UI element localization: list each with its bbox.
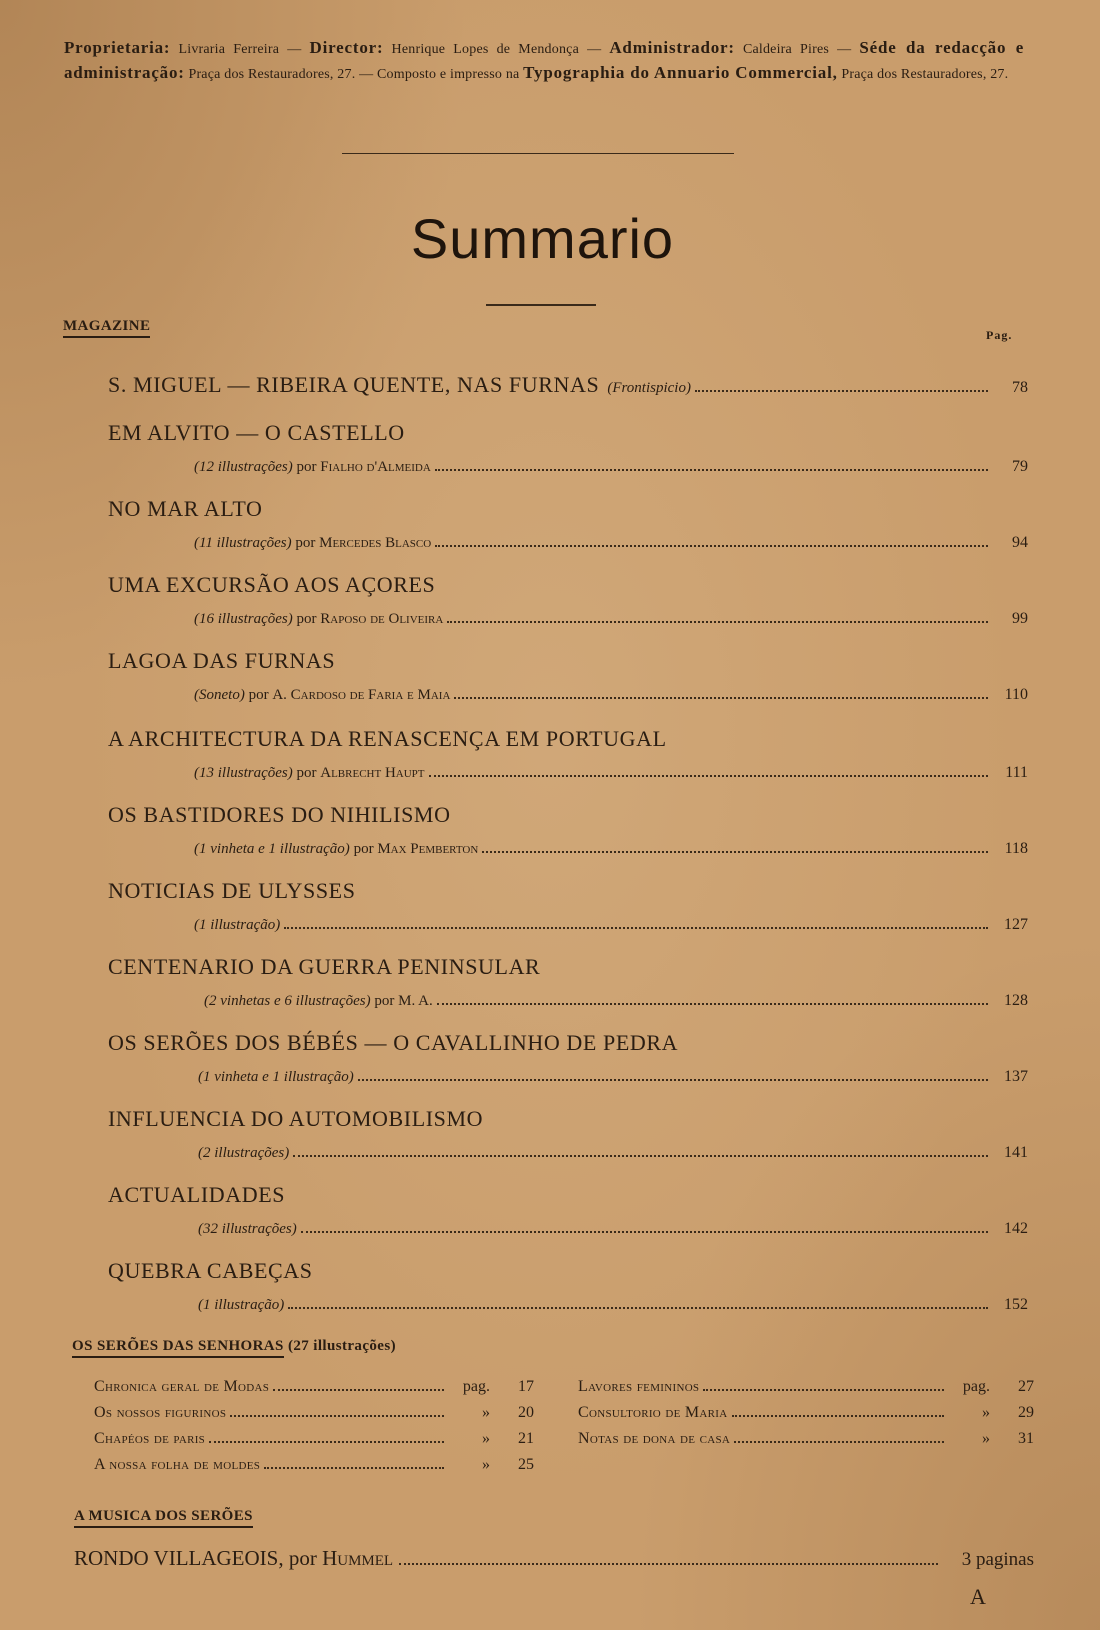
senhoras-item[interactable]	[94, 1374, 534, 1400]
entry-title: ACTUALIDADES	[108, 1182, 286, 1207]
entry-title: LAGOA DAS FURNAS	[108, 648, 336, 673]
senhoras-item-unit: »	[982, 1404, 990, 1421]
entry-desc: (Soneto)	[194, 687, 245, 703]
entry-desc: (1 vinheta e 1 illustração)	[198, 1069, 354, 1085]
entry-title: NOTICIAS DE ULYSSES	[108, 878, 356, 903]
entry-page: 141	[1004, 1144, 1028, 1161]
dot-leader	[447, 621, 988, 623]
dot-leader	[284, 927, 988, 929]
senhoras-item-page: 31	[1018, 1430, 1034, 1447]
entry-by: por	[295, 535, 316, 551]
entry-title: UMA EXCURSÃO AOS AÇORES	[108, 572, 436, 597]
magazine-heading	[63, 318, 150, 335]
entry-by: por	[353, 841, 374, 857]
senhoras-item-page: 17	[518, 1378, 534, 1395]
toc-entry[interactable]	[108, 494, 1028, 556]
senhoras-item[interactable]	[94, 1452, 534, 1478]
entry-page: 99	[1012, 610, 1028, 627]
dot-leader	[454, 697, 988, 699]
entry-page: 142	[1004, 1220, 1028, 1237]
senhoras-list	[94, 1374, 1034, 1478]
toc-entry[interactable]	[108, 724, 1028, 786]
dot-leader	[230, 1415, 444, 1417]
senhoras-item-unit: »	[482, 1404, 490, 1421]
toc-entry[interactable]	[108, 952, 1028, 1014]
entry-desc: (16 illustrações)	[194, 611, 293, 627]
dot-leader	[437, 1003, 988, 1005]
entry-author: Raposo de Oliveira	[320, 611, 444, 627]
entry-desc: (1 vinheta e 1 illustração)	[194, 841, 350, 857]
proprietaria-value: Livraria Ferreira —	[178, 42, 302, 57]
senhoras-item[interactable]	[578, 1400, 1034, 1426]
musica-heading-text: A MUSICA DOS SERÕES	[74, 1508, 253, 1528]
senhoras-item-page: 27	[1018, 1378, 1034, 1395]
entry-page: 137	[1004, 1068, 1028, 1085]
musica-heading	[74, 1508, 253, 1525]
senhoras-item[interactable]	[94, 1426, 534, 1452]
senhoras-item-page: 29	[1018, 1404, 1034, 1421]
toc-entry[interactable]	[108, 646, 1028, 708]
entry-by: por	[248, 687, 269, 703]
senhoras-item-page: 25	[518, 1456, 534, 1473]
dot-leader	[209, 1441, 444, 1443]
dot-leader	[482, 851, 988, 853]
entry-desc: (12 illustrações)	[194, 459, 293, 475]
senhoras-item-label: Notas de dona de casa	[578, 1430, 731, 1447]
toc-entry[interactable]	[108, 418, 1028, 480]
dot-leader	[435, 545, 988, 547]
senhoras-right-column	[578, 1374, 1034, 1478]
toc-entry[interactable]	[108, 1256, 1028, 1318]
dot-leader	[695, 390, 988, 392]
entry-page: 79	[1012, 458, 1028, 475]
masthead-divider	[342, 153, 734, 154]
senhoras-heading-text: OS SERÕES DAS SENHORAS	[72, 1338, 284, 1358]
senhoras-item-page: 21	[518, 1430, 534, 1447]
toc-entry[interactable]	[108, 1180, 1028, 1242]
typographia-value: Praça dos Restauradores, 27.	[841, 67, 1009, 82]
senhoras-heading	[72, 1338, 396, 1355]
entry-title: A ARCHITECTURA DA RENASCENÇA EM PORTUGAL	[108, 726, 667, 751]
dot-leader	[273, 1389, 444, 1391]
entry-author: A. Cardoso de Faria e Maia	[272, 687, 451, 703]
senhoras-item-unit: »	[482, 1456, 490, 1473]
dot-leader	[732, 1415, 944, 1417]
dot-leader	[301, 1231, 988, 1233]
entry-desc: (11 illustrações)	[194, 535, 292, 551]
dot-leader	[734, 1441, 944, 1443]
entry-desc: (13 illustrações)	[194, 765, 293, 781]
musica-entry[interactable]	[74, 1546, 1034, 1571]
sede-label: Séde da redacção e administração:	[64, 38, 1025, 82]
dot-leader	[429, 775, 988, 777]
toc-entry[interactable]	[108, 876, 1028, 938]
entry-desc: (32 illustrações)	[198, 1221, 297, 1237]
senhoras-item-label: Chapéos de paris	[94, 1430, 206, 1447]
entry-desc: (1 illustração)	[198, 1297, 285, 1313]
senhoras-item-unit: pag.	[462, 1378, 490, 1395]
senhoras-item-unit: »	[482, 1430, 490, 1447]
entry-desc: (2 vinhetas e 6 illustrações)	[204, 993, 371, 1009]
toc-entry[interactable]	[108, 1104, 1028, 1166]
entry-page: 110	[1004, 686, 1028, 703]
entry-by: por	[374, 993, 395, 1009]
senhoras-item-label: Chronica geral de Modas	[94, 1378, 270, 1395]
entry-desc: (2 illustrações)	[198, 1145, 290, 1161]
signature-mark: A	[970, 1584, 986, 1609]
entry-title: OS SERÕES DOS BÉBÉS — O CAVALLINHO DE PEDRA	[108, 1030, 679, 1055]
entry-page: 128	[1004, 992, 1028, 1009]
toc-entry[interactable]	[108, 570, 1028, 632]
entry-page: 118	[1004, 840, 1028, 857]
pag-column-label: Pag.	[986, 328, 1013, 342]
senhoras-item-page: 20	[518, 1404, 534, 1421]
entry-title: QUEBRA CABEÇAS	[108, 1258, 313, 1283]
senhoras-left-column	[94, 1374, 534, 1478]
sede-value: Praça dos Restauradores, 27. — Composto e impresso na	[188, 67, 520, 82]
musica-title: RONDO VILLAGEOIS, por	[74, 1546, 317, 1570]
dot-leader	[703, 1389, 944, 1391]
typographia-label: Typographia do Annuario Commercial,	[523, 63, 838, 82]
musica-author: Hummel	[322, 1546, 394, 1570]
magazine-heading-text: MAGAZINE	[63, 318, 150, 338]
administrador-value: Caldeira Pires —	[742, 42, 852, 57]
dot-leader	[399, 1563, 938, 1565]
entry-title: S. MIGUEL — RIBEIRA QUENTE, NAS FURNAS	[108, 372, 600, 397]
senhoras-item[interactable]	[578, 1374, 1034, 1400]
senhoras-item-label: A nossa folha de moldes	[94, 1456, 261, 1473]
entry-author: Fialho d'Almeida	[320, 459, 431, 475]
page-title: Summario	[410, 207, 675, 270]
dot-leader	[435, 469, 988, 471]
entry-page: 127	[1004, 916, 1028, 933]
proprietaria-label: Proprietaria:	[64, 38, 171, 57]
toc-entry[interactable]	[108, 370, 1028, 400]
entry-title: EM ALVITO — O CASTELLO	[108, 420, 405, 445]
senhoras-item-label: Lavores femininos	[578, 1378, 700, 1395]
entry-title: OS BASTIDORES DO NIHILISMO	[108, 802, 451, 827]
dot-leader	[264, 1467, 444, 1469]
entry-page: 152	[1004, 1296, 1028, 1313]
masthead	[64, 36, 1024, 86]
entry-author: M. A.	[398, 993, 433, 1009]
dot-leader	[288, 1307, 988, 1309]
entry-by: por	[296, 459, 317, 475]
musica-pages: 3 paginas	[961, 1549, 1034, 1570]
director-value: Henrique Lopes de Mendonça —	[391, 42, 602, 57]
entry-title: NO MAR ALTO	[108, 496, 263, 521]
senhoras-item-label: Consultorio de Maria	[578, 1404, 728, 1421]
dot-leader	[358, 1079, 988, 1081]
senhoras-item[interactable]	[94, 1400, 534, 1426]
senhoras-heading-note: (27 illustrações)	[287, 1338, 396, 1354]
entry-title: CENTENARIO DA GUERRA PENINSULAR	[108, 954, 541, 979]
entry-page: 111	[1005, 764, 1028, 781]
entry-page: 78	[1012, 379, 1028, 396]
entry-note: (Frontispicio)	[607, 380, 691, 396]
title-divider	[486, 304, 596, 306]
toc-entry[interactable]	[108, 1028, 1028, 1090]
director-label: Director:	[309, 38, 384, 57]
administrador-label: Administrador:	[609, 38, 735, 57]
entry-author: Mercedes Blasco	[319, 535, 432, 551]
entry-by: por	[296, 611, 317, 627]
senhoras-item-label: Os nossos figurinos	[94, 1404, 227, 1421]
entry-by: por	[296, 765, 317, 781]
entry-author: Max Pemberton	[377, 841, 479, 857]
senhoras-item[interactable]	[578, 1426, 1034, 1452]
senhoras-item-unit: pag.	[962, 1378, 990, 1395]
senhoras-item-unit: »	[982, 1430, 990, 1447]
entry-page: 94	[1012, 534, 1028, 551]
toc-entry[interactable]	[108, 800, 1028, 862]
entry-title: INFLUENCIA DO AUTOMOBILISMO	[108, 1106, 484, 1131]
entry-author: Albrecht Haupt	[320, 765, 425, 781]
dot-leader	[293, 1155, 988, 1157]
entry-desc: (1 illustração)	[194, 917, 281, 933]
